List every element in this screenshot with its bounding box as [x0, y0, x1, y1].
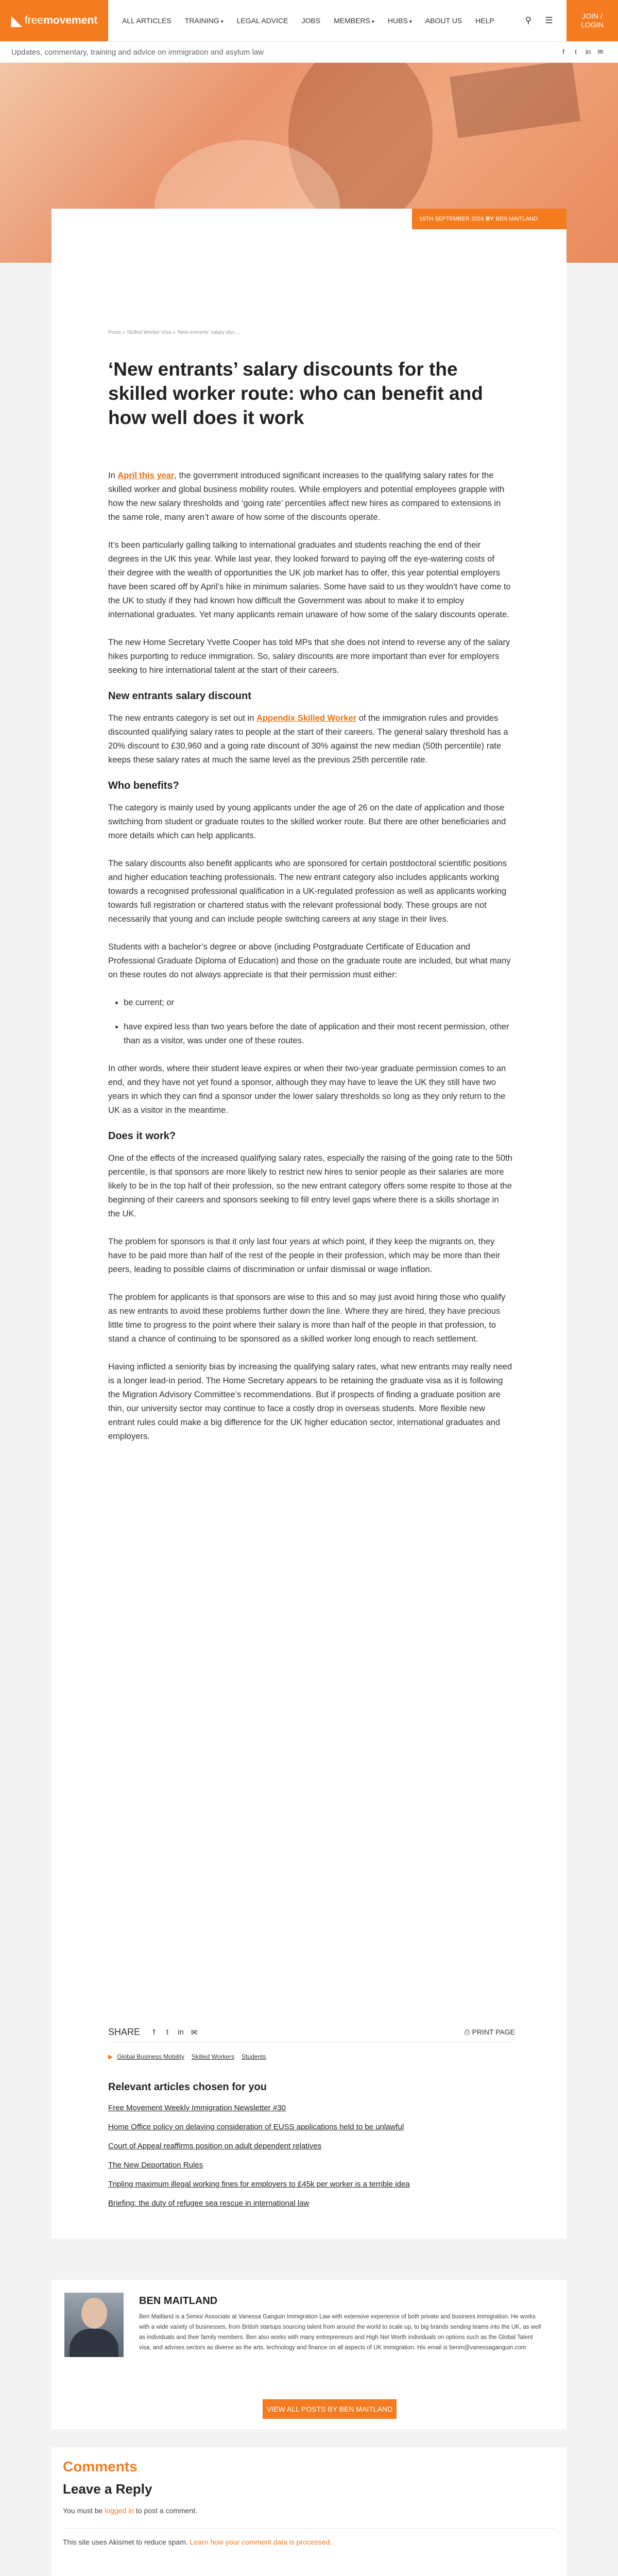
chevron-down-icon: ▾ [409, 19, 412, 25]
comments-section [52, 2447, 566, 2576]
author-photo [64, 2293, 124, 2357]
paragraph: One of the effects of the increased qualifying salary rates, especially the raising of the going rate to the 50th percentile, is that sponsors are more likely to restrict new hires to senior people as their salaries are more likely to be in the top half of their profession, so the new entrant category offers some respite to those at the beginning of their careers and sponsors seeking to fill entry level gaps where there is a skills shortage in the UK. [108, 1154, 512, 1218]
email-icon[interactable]: ✉ [597, 48, 604, 56]
nav-legal-advice[interactable]: LEGAL ADVICE [236, 16, 288, 25]
author-name: BEN MAITLAND [139, 2295, 218, 2307]
tag-icon: ▶ [108, 2053, 113, 2060]
login-notice: You must be logged in to post a comment. [63, 2506, 197, 2515]
tag-link[interactable]: Global Business Mobility [117, 2053, 184, 2060]
chevron-down-icon: ▾ [371, 19, 374, 25]
page-title: ‘New entrants’ salary discounts for the skilled worker route: who can benefit and how well does it work [108, 359, 483, 428]
search-icon[interactable]: ⚲ [525, 15, 532, 25]
nav-training[interactable]: TRAINING ▾ [184, 16, 224, 25]
akismet-notice: This site uses Akismet to reduce spam. Learn how your comment data is processed. [63, 2538, 332, 2546]
breadcrumb[interactable]: Posts » Skilled Worker Visa » 'New entrants' salary disc… [108, 330, 241, 335]
related-link[interactable]: Court of Appeal reaffirms position on adult dependent relatives [108, 2142, 322, 2150]
paragraph: The category is mainly used by young applicants under the age of 26 on the date of application and those switching from student or graduate routes to the skilled worker route. But there are other beneficiaries and more details which can help applicants. [108, 803, 506, 840]
list-item: • have expired less than two years before the date of application and their most recent permission, other than as a visitor, was under one of these routes. [124, 1020, 512, 1048]
paragraph: Having inflicted a seniority bias by increasing the qualifying salary rates, what new entrants may really need is a longer lead-in period. The Home Secretary appears to be retaining the graduate visa as it is following the Migration Advisory Committee’s recommendations. But if prospects of finding a graduate position are thin, our university sector may continue to face a costly drop in overseas students. More flexible new entrant rules could make a big difference for the UK higher education sector, international graduates and employers. [108, 1362, 512, 1441]
paragraph: In other words, where their student leave expires or when their two-year graduate permission comes to an end, and they have not yet found a sponsor, although they may have to leave the UK they still have two years in which they can find a sponsor under the lower salary thresholds so long as they only return to the UK as a visitor in the meantime. [108, 1064, 506, 1115]
share-bar [108, 2022, 515, 2043]
nav-about-us[interactable]: ABOUT US [425, 16, 462, 25]
related-link[interactable]: Tripling maximum illegal working fines for employers to £45k per worker is a terrible idea [108, 2180, 410, 2189]
paragraph: In April this year, the government introduced significant increases to the qualifying salary rates for the skilled worker and global business mobility routes. While employers and potential employees grapple with how the new salary thresholds and ‘going rate’ percentiles affect new hires as compared to extensions in the same role, many aren’t aware of how some of the discounts operate. [108, 471, 505, 522]
section-heading: New entrants salary discount [108, 690, 251, 702]
nav-help[interactable]: HELP [475, 16, 494, 25]
printer-icon: ⎙ [464, 2028, 472, 2036]
facebook-icon[interactable]: f [152, 2028, 156, 2037]
paragraph: The problem for sponsors is that it only last four years at which point, if they keep the migrants on, they have to be paid more than half of the rest of the people in their profession, which may be more than their peers, leading to possible claims of discrimination or unfair dismissal or wage inflation. [108, 1237, 501, 1274]
main-nav [115, 16, 501, 25]
author-bio: Ben Maitland is a Senior Associate at Vanessa Ganguin Immigration Law with extensive experience of both private and business immigration. He works with a wide variety of businesses, from British startups sourcing talent from around the world to scale up, to big brands sending teams into the UK, as well as individuals and their family members. Ben also works with many entrepreneurs and High Net Worth individuals on options such as the Global Talent visa, and advises sectors as diverse as the arts, technology and finance on all aspects of UK immigration. His email is benm@vanessaganguin.com [139, 2314, 541, 2351]
share-label: SHARE [108, 2027, 141, 2037]
email-icon[interactable]: ✉ [191, 2028, 198, 2037]
linkedin-icon[interactable]: in [178, 2028, 184, 2037]
april-link[interactable]: April this year [117, 471, 175, 480]
comments-heading: Comments [63, 2459, 138, 2475]
chevron-down-icon: ▾ [220, 19, 224, 25]
tag-list [108, 2053, 273, 2060]
paragraph: It’s been particularly galling talking to international graduates and students reaching the end of their degrees in the UK this year. While last year, they looked forward to paying off the eye-watering costs of their degree with the wealth of opportunities the UK job market has to offer, this year potential employers have been scared off by April’s hike in minimum salaries. Some have said to us they wouldn’t have come to the UK to study if they had known how difficult the Government was about to make it to employ international graduates. Yet many applicants remain unaware of how some of the salary discounts operate. [108, 540, 511, 619]
article-author-link[interactable]: BEN MAITLAND [495, 216, 538, 222]
article-date: 16TH SEPTEMBER 2024 [419, 216, 484, 222]
twitter-icon[interactable]: t [166, 2028, 169, 2037]
linkedin-icon[interactable]: in [585, 48, 591, 56]
related-link[interactable]: Home Office policy on delaying consideration of EUSS applications held to be unlawful [108, 2123, 404, 2131]
login-link[interactable]: logged in [105, 2506, 134, 2515]
nav-jobs[interactable]: JOBS [301, 16, 321, 25]
logo-mark-icon: ◣ [11, 12, 22, 28]
related-link[interactable]: Briefing: the duty of refugee sea rescue in international law [108, 2199, 310, 2208]
article-meta: 16TH SEPTEMBER 2024 BY BEN MAITLAND [412, 209, 566, 229]
akismet-link[interactable]: Learn how your comment data is processed. [190, 2538, 332, 2546]
site-tagline: Updates, commentary, training and advice on immigration and asylum law [11, 47, 264, 57]
tagline-bar [0, 41, 618, 63]
paragraph: The problem for applicants is that sponsors are wise to this and so may just avoid hiring those who qualify as new entrants to avoid these problems further down the line. Where they are hired, they have precious little time to progress to the point where their salary is more than half of the people in that profession, to stand a chance of continuing to be sponsored as a skilled worker long enough to reach settlement. [108, 1293, 506, 1344]
social-links [557, 48, 607, 56]
paragraph: The new Home Secretary Yvette Cooper has told MPs that she does not intend to reverse any of the salary hikes purporting to reduce immigration. So, salary discounts are more important than ever for employers seeking to hire international talent at the start of their careers. [108, 638, 510, 675]
author-box [52, 2280, 566, 2429]
twitter-icon[interactable]: t [575, 48, 577, 56]
logo[interactable]: ◣ freemovement [0, 0, 108, 41]
related-link[interactable]: Free Movement Weekly Immigration Newsletter #30 [108, 2104, 286, 2112]
article-body [108, 469, 512, 1458]
menu-icon[interactable]: ☰ [545, 15, 553, 25]
leave-reply-heading: Leave a Reply [63, 2481, 152, 2497]
nav-members[interactable]: MEMBERS ▾ [334, 16, 374, 25]
tag-link[interactable]: Students [242, 2053, 266, 2060]
related-articles [108, 2081, 515, 2218]
appendix-link[interactable]: Appendix Skilled Worker [256, 714, 357, 723]
related-heading: Relevant articles chosen for you [108, 2081, 267, 2093]
print-button[interactable]: ⎙ PRINT PAGE [464, 2028, 515, 2036]
section-heading: Does it work? [108, 1130, 176, 1142]
facebook-icon[interactable]: f [562, 48, 564, 56]
paragraph: The new entrants category is set out in Appendix Skilled Worker of the immigration rules and provides discounted qualifying salary rates to people at the start of their careers. The general salary threshold has a 20% discount to £30,960 and a going rate discount of 30% against the new median (50th percentile) rate keeps these salary rates at much the same level as the previous 25th percentile rate. [108, 714, 508, 765]
nav-all-articles[interactable]: ALL ARTICLES [122, 16, 171, 25]
bullet-list [124, 996, 512, 1048]
related-link[interactable]: The New Deportation Rules [108, 2161, 203, 2170]
view-all-posts-button[interactable]: VIEW ALL POSTS BY BEN MAITLAND [263, 2399, 397, 2419]
site-header [0, 0, 618, 41]
nav-hubs[interactable]: HUBS ▾ [387, 16, 412, 25]
paragraph: Students with a bachelor’s degree or above (including Postgraduate Certificate of Education and Professional Graduate Diploma of Education) and those on the graduate route are included, but what many on these routes do not always appreciate is that their permission must either: [108, 942, 511, 979]
paragraph: The salary discounts also benefit applicants who are sponsored for certain postdoctoral scientific positions and higher education teaching professionals. The new entrant category also includes applicants working towards a recognised professional qualification in a UK-regulated profession as well as applicants working towards full registration or chartered status with the relevant professional body. These groups are not necessarily that young and can include people switching careers at any stage in their lives. [108, 859, 507, 924]
section-heading: Who benefits? [108, 780, 179, 791]
join-login-button[interactable]: JOIN / LOGIN [566, 0, 618, 41]
tag-link[interactable]: Skilled Workers [191, 2053, 235, 2060]
list-item: • be current; or [124, 996, 512, 1010]
